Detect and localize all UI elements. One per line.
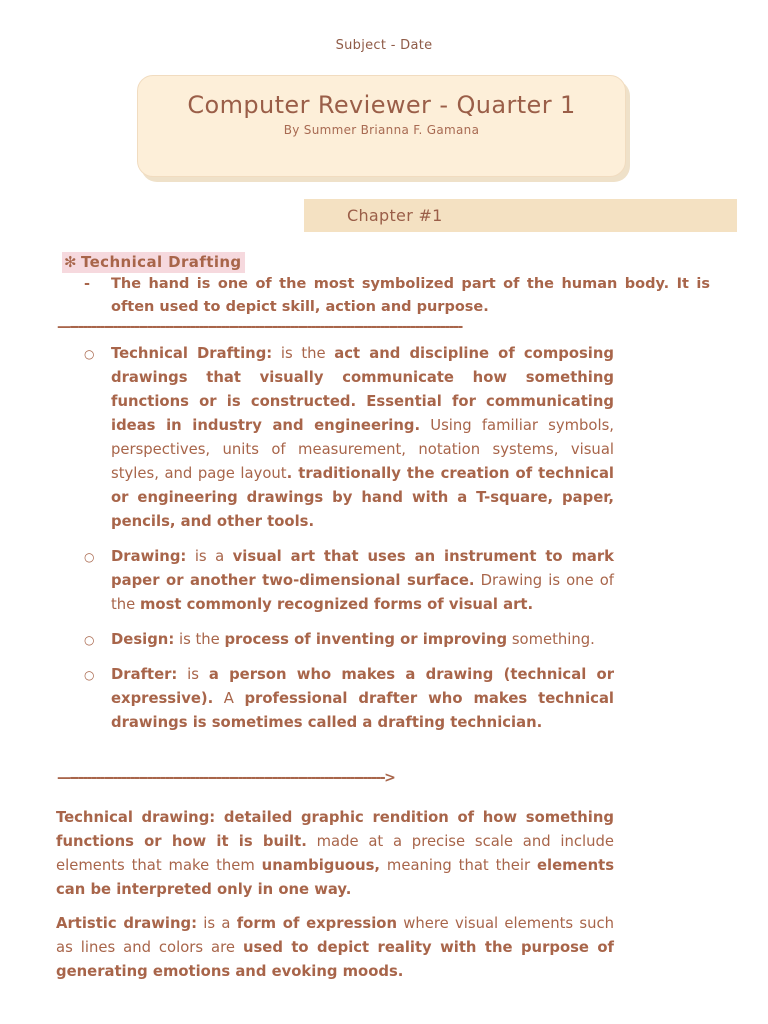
emphasis: unambiguous, (261, 857, 381, 874)
divider-arrow-line: —-------------------------------------------------------------------------> (57, 770, 395, 786)
divider-line-top: —------------------------------------------------------------------------------------------- (57, 319, 462, 335)
list-item (84, 545, 614, 617)
list-item (84, 663, 614, 735)
paragraph-artistic-drawing (56, 912, 614, 984)
text: something. (507, 631, 595, 648)
intro-text: The hand is one of the most symbolized part of the human body. It is often used to depict skill, action and purpose. (111, 276, 710, 315)
chapter-banner (304, 199, 737, 232)
text: is (177, 666, 209, 683)
circle-bullet-icon: ○ (84, 550, 95, 564)
dash-marker: - (84, 276, 91, 292)
emphasis: process of inventing or improving (224, 631, 508, 648)
emphasis: most commonly recognized forms of visual art. (140, 596, 534, 613)
term: Drafter: (111, 666, 178, 683)
list-item (84, 628, 614, 652)
emphasis: used to depict reality with the purpose of generating emotions and evoking moods. (56, 939, 614, 980)
text: A (213, 690, 245, 707)
emphasis: professional drafter who makes technical drawings is sometimes called a drafting technician. (111, 690, 615, 731)
list-item (84, 342, 614, 534)
subject-date-line: Subject - Date (335, 38, 433, 53)
section-heading (62, 252, 245, 273)
term: Drawing: (111, 548, 187, 565)
circle-bullet-icon: ○ (84, 633, 95, 647)
document-title: Computer Reviewer - Quarter 1 (187, 91, 576, 119)
chapter-label: Chapter #1 (347, 206, 443, 225)
intro-dash-item (84, 273, 710, 319)
definition-list (84, 342, 614, 746)
author-line: By Summer Brianna F. Gamana (283, 123, 480, 137)
emphasis: form of expression (236, 915, 397, 932)
section-heading-text: Technical Drafting (80, 253, 242, 271)
term: Technical Drafting: (111, 345, 273, 362)
text: where visual elements such as lines and colors are (56, 915, 615, 956)
text: is a (186, 548, 233, 565)
text: is a (197, 915, 237, 932)
text: is the (174, 631, 225, 648)
term: Design: (111, 631, 175, 648)
asterisk-icon: ✻ (64, 253, 77, 271)
circle-bullet-icon: ○ (84, 668, 95, 682)
circle-bullet-icon: ○ (84, 347, 95, 361)
emphasis: visual art that uses an instrument to mark paper or another two-dimensional surface. (111, 548, 615, 589)
text: is the (272, 345, 335, 362)
text: Drawing is one of the (111, 572, 614, 613)
text: meaning that their (380, 857, 537, 874)
title-card (137, 75, 626, 177)
emphasis: . traditionally the creation of technical or engineering drawings by hand with a T-square, paper, pencils, and other tools. (111, 465, 615, 530)
emphasis: Artistic drawing: (56, 915, 198, 932)
emphasis: Technical drawing: detailed graphic rendition of how something functions or how it is built. (56, 809, 614, 850)
emphasis: act and discipline of composing drawings that visually communicate how something functions or is constructed. Essential for communicating ideas in industry and engineering. (111, 345, 615, 434)
emphasis: elements can be interpreted only in one way. (56, 857, 614, 898)
emphasis: a person who makes a drawing (technical or expressive). (111, 666, 614, 707)
paragraph-technical-drawing (56, 806, 614, 902)
text: made at a precise scale and include elements that make them (56, 833, 614, 874)
text: Using familiar symbols, perspectives, units of measurement, notation systems, visual styles, and page layout (111, 417, 614, 482)
